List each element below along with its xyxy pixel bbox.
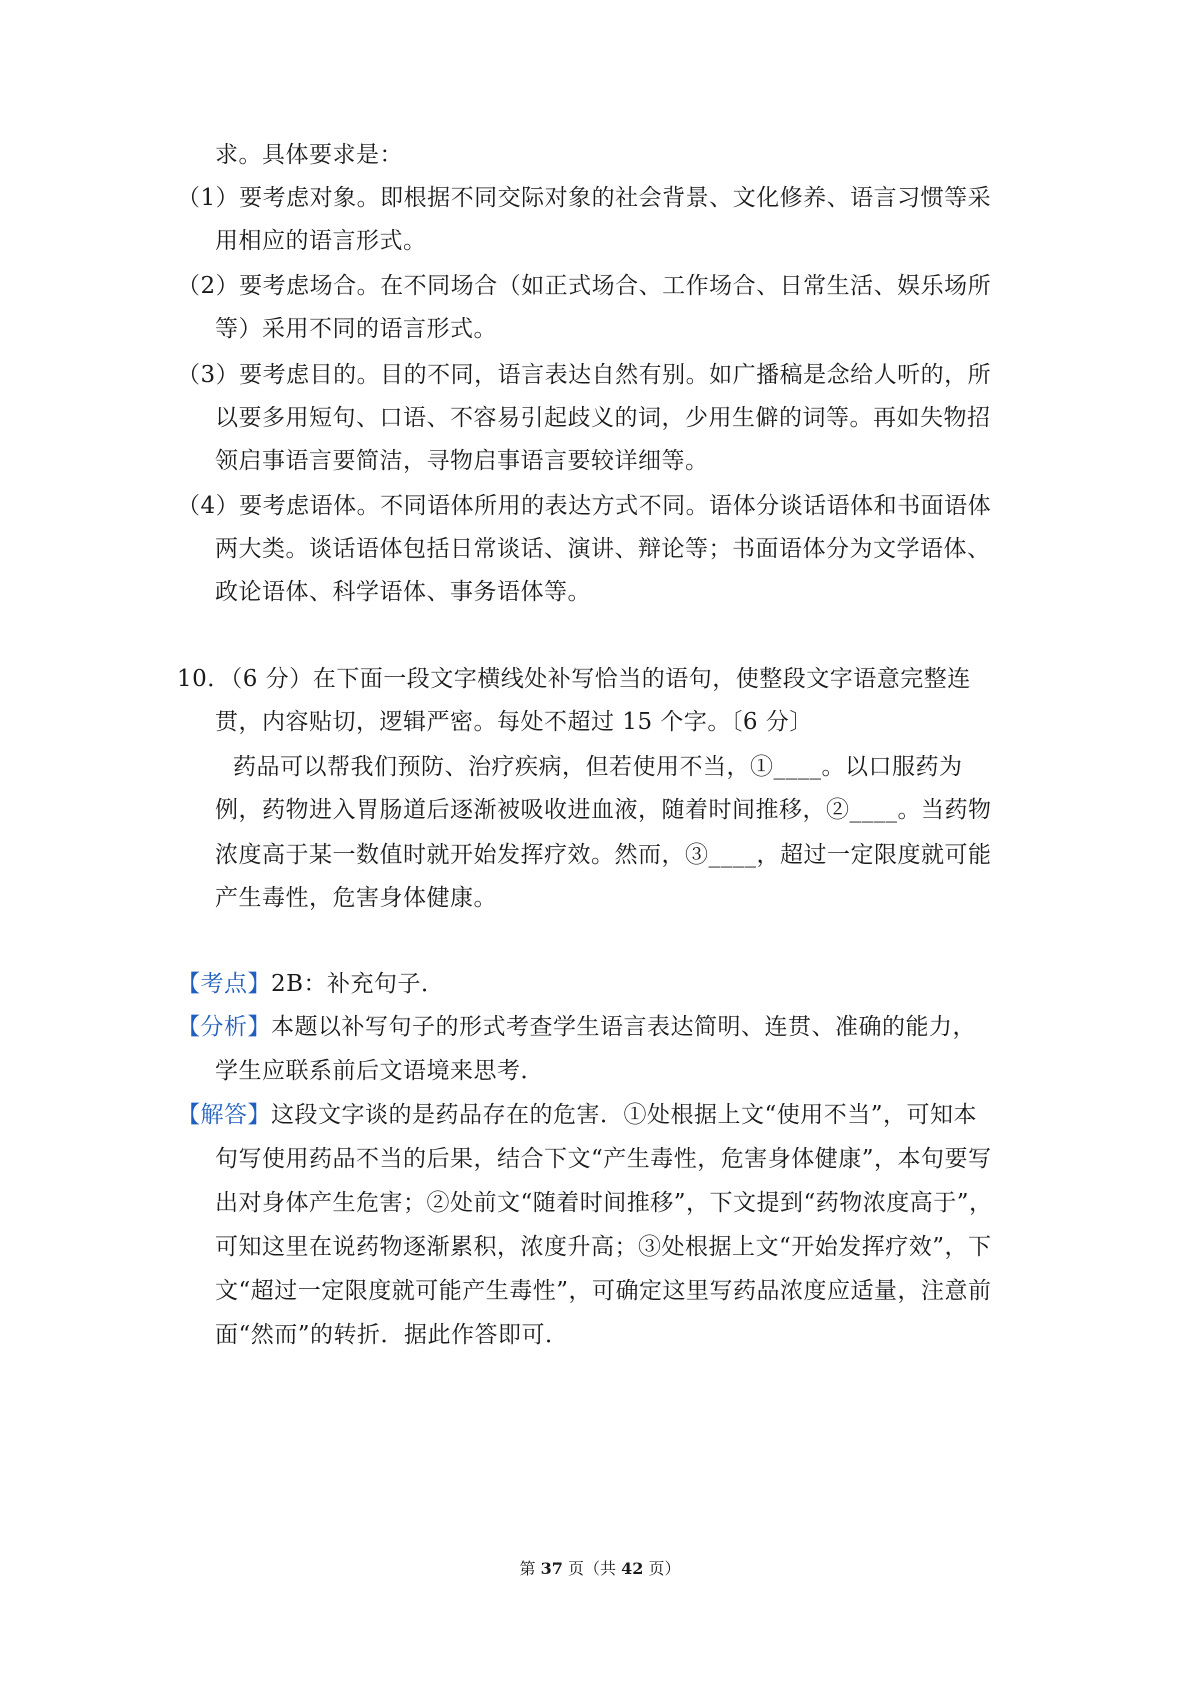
- jieda-label: 【解答】: [177, 1102, 271, 1128]
- item-4-line-3: 政论语体、科学语体、事务语体等。: [215, 579, 591, 605]
- item-2-line-2: 等）采用不同的语言形式。: [215, 316, 497, 342]
- passage-line-1: 药品可以帮我们预防、治疗疾病，但若使用不当，①____。以口服药为: [233, 754, 963, 780]
- passage-line-3: 浓度高于某一数值时就开始发挥疗效。然而，③____，超过一定限度就可能: [215, 842, 992, 868]
- item-4-line-1: （4）要考虑语体。不同语体所用的表达方式不同。语体分谈话语体和书面语体: [177, 493, 992, 519]
- kaodian-text: 2B：补充句子．: [271, 971, 445, 997]
- jieda-line-3: 出对身体产生危害；②处前文“随着时间推移”，下文提到“药物浓度高于”，: [215, 1190, 993, 1216]
- fenxi-label: 【分析】: [177, 1014, 271, 1040]
- fenxi-line-2: 学生应联系前后文语境来思考．: [215, 1058, 544, 1084]
- fenxi-row: [177, 1012, 976, 1042]
- jieda-line-2: 句写使用药品不当的后果，结合下文“产生毒性，危害身体健康”，本句要写: [215, 1146, 992, 1172]
- item-3-line-1: （3）要考虑目的。目的不同，语言表达自然有别。如广播稿是念给人听的，所: [177, 362, 992, 388]
- jieda-line-5: 文“超过一定限度就可能产生毒性”，可确定这里写药品浓度应适量，注意前: [215, 1278, 992, 1304]
- item-4-line-2: 两大类。谈话语体包括日常谈话、演讲、辩论等；书面语体分为文学语体、: [215, 536, 991, 562]
- kaodian-row: [177, 969, 445, 999]
- footer-middle: 页（共: [562, 1559, 622, 1578]
- footer-page-number: 37: [540, 1559, 563, 1578]
- footer-suffix: 页）: [643, 1559, 681, 1578]
- item-3-line-2: 以要多用短句、口语、不容易引起歧义的词，少用生僻的词等。再如失物招: [215, 405, 991, 431]
- question-10-line-2: 贯，内容贴切，逻辑严密。每处不超过 15 个字。〔6 分〕: [215, 709, 813, 735]
- jieda-line-6: 面“然而”的转折．据此作答即可．: [215, 1322, 569, 1348]
- footer-total-pages: 42: [621, 1559, 644, 1578]
- question-10-line-1: 10．（6 分）在下面一段文字横线处补写恰当的语句，使整段文字语意完整连: [177, 666, 971, 692]
- jieda-line-4: 可知这里在说药物逐渐累积，浓度升高；③处根据上文“开始发挥疗效”，下: [215, 1234, 992, 1260]
- item-2-line-1: （2）要考虑场合。在不同场合（如正式场合、工作场合、日常生活、娱乐场所: [177, 273, 992, 299]
- kaodian-label: 【考点】: [177, 971, 271, 997]
- item-3-line-3: 领启事语言要简洁，寻物启事语言要较详细等。: [215, 448, 709, 474]
- item-1-line-2: 用相应的语言形式。: [215, 228, 427, 254]
- intro-tail: 求。具体要求是：: [215, 142, 403, 168]
- item-1-line-1: （1）要考虑对象。即根据不同交际对象的社会背景、文化修养、语言习惯等采: [177, 185, 992, 211]
- jieda-line-1: 这段文字谈的是药品存在的危害．①处根据上文“使用不当”，可知本: [271, 1102, 978, 1128]
- passage-line-4: 产生毒性，危害身体健康。: [215, 885, 497, 911]
- page-footer: [0, 1558, 1200, 1580]
- footer-prefix: 第: [519, 1559, 541, 1578]
- jieda-row: [177, 1100, 977, 1130]
- fenxi-line-1: 本题以补写句子的形式考查学生语言表达简明、连贯、准确的能力，: [271, 1014, 976, 1040]
- passage-line-2: 例，药物进入胃肠道后逐渐被吸收进血液，随着时间推移，②____。当药物: [215, 797, 992, 823]
